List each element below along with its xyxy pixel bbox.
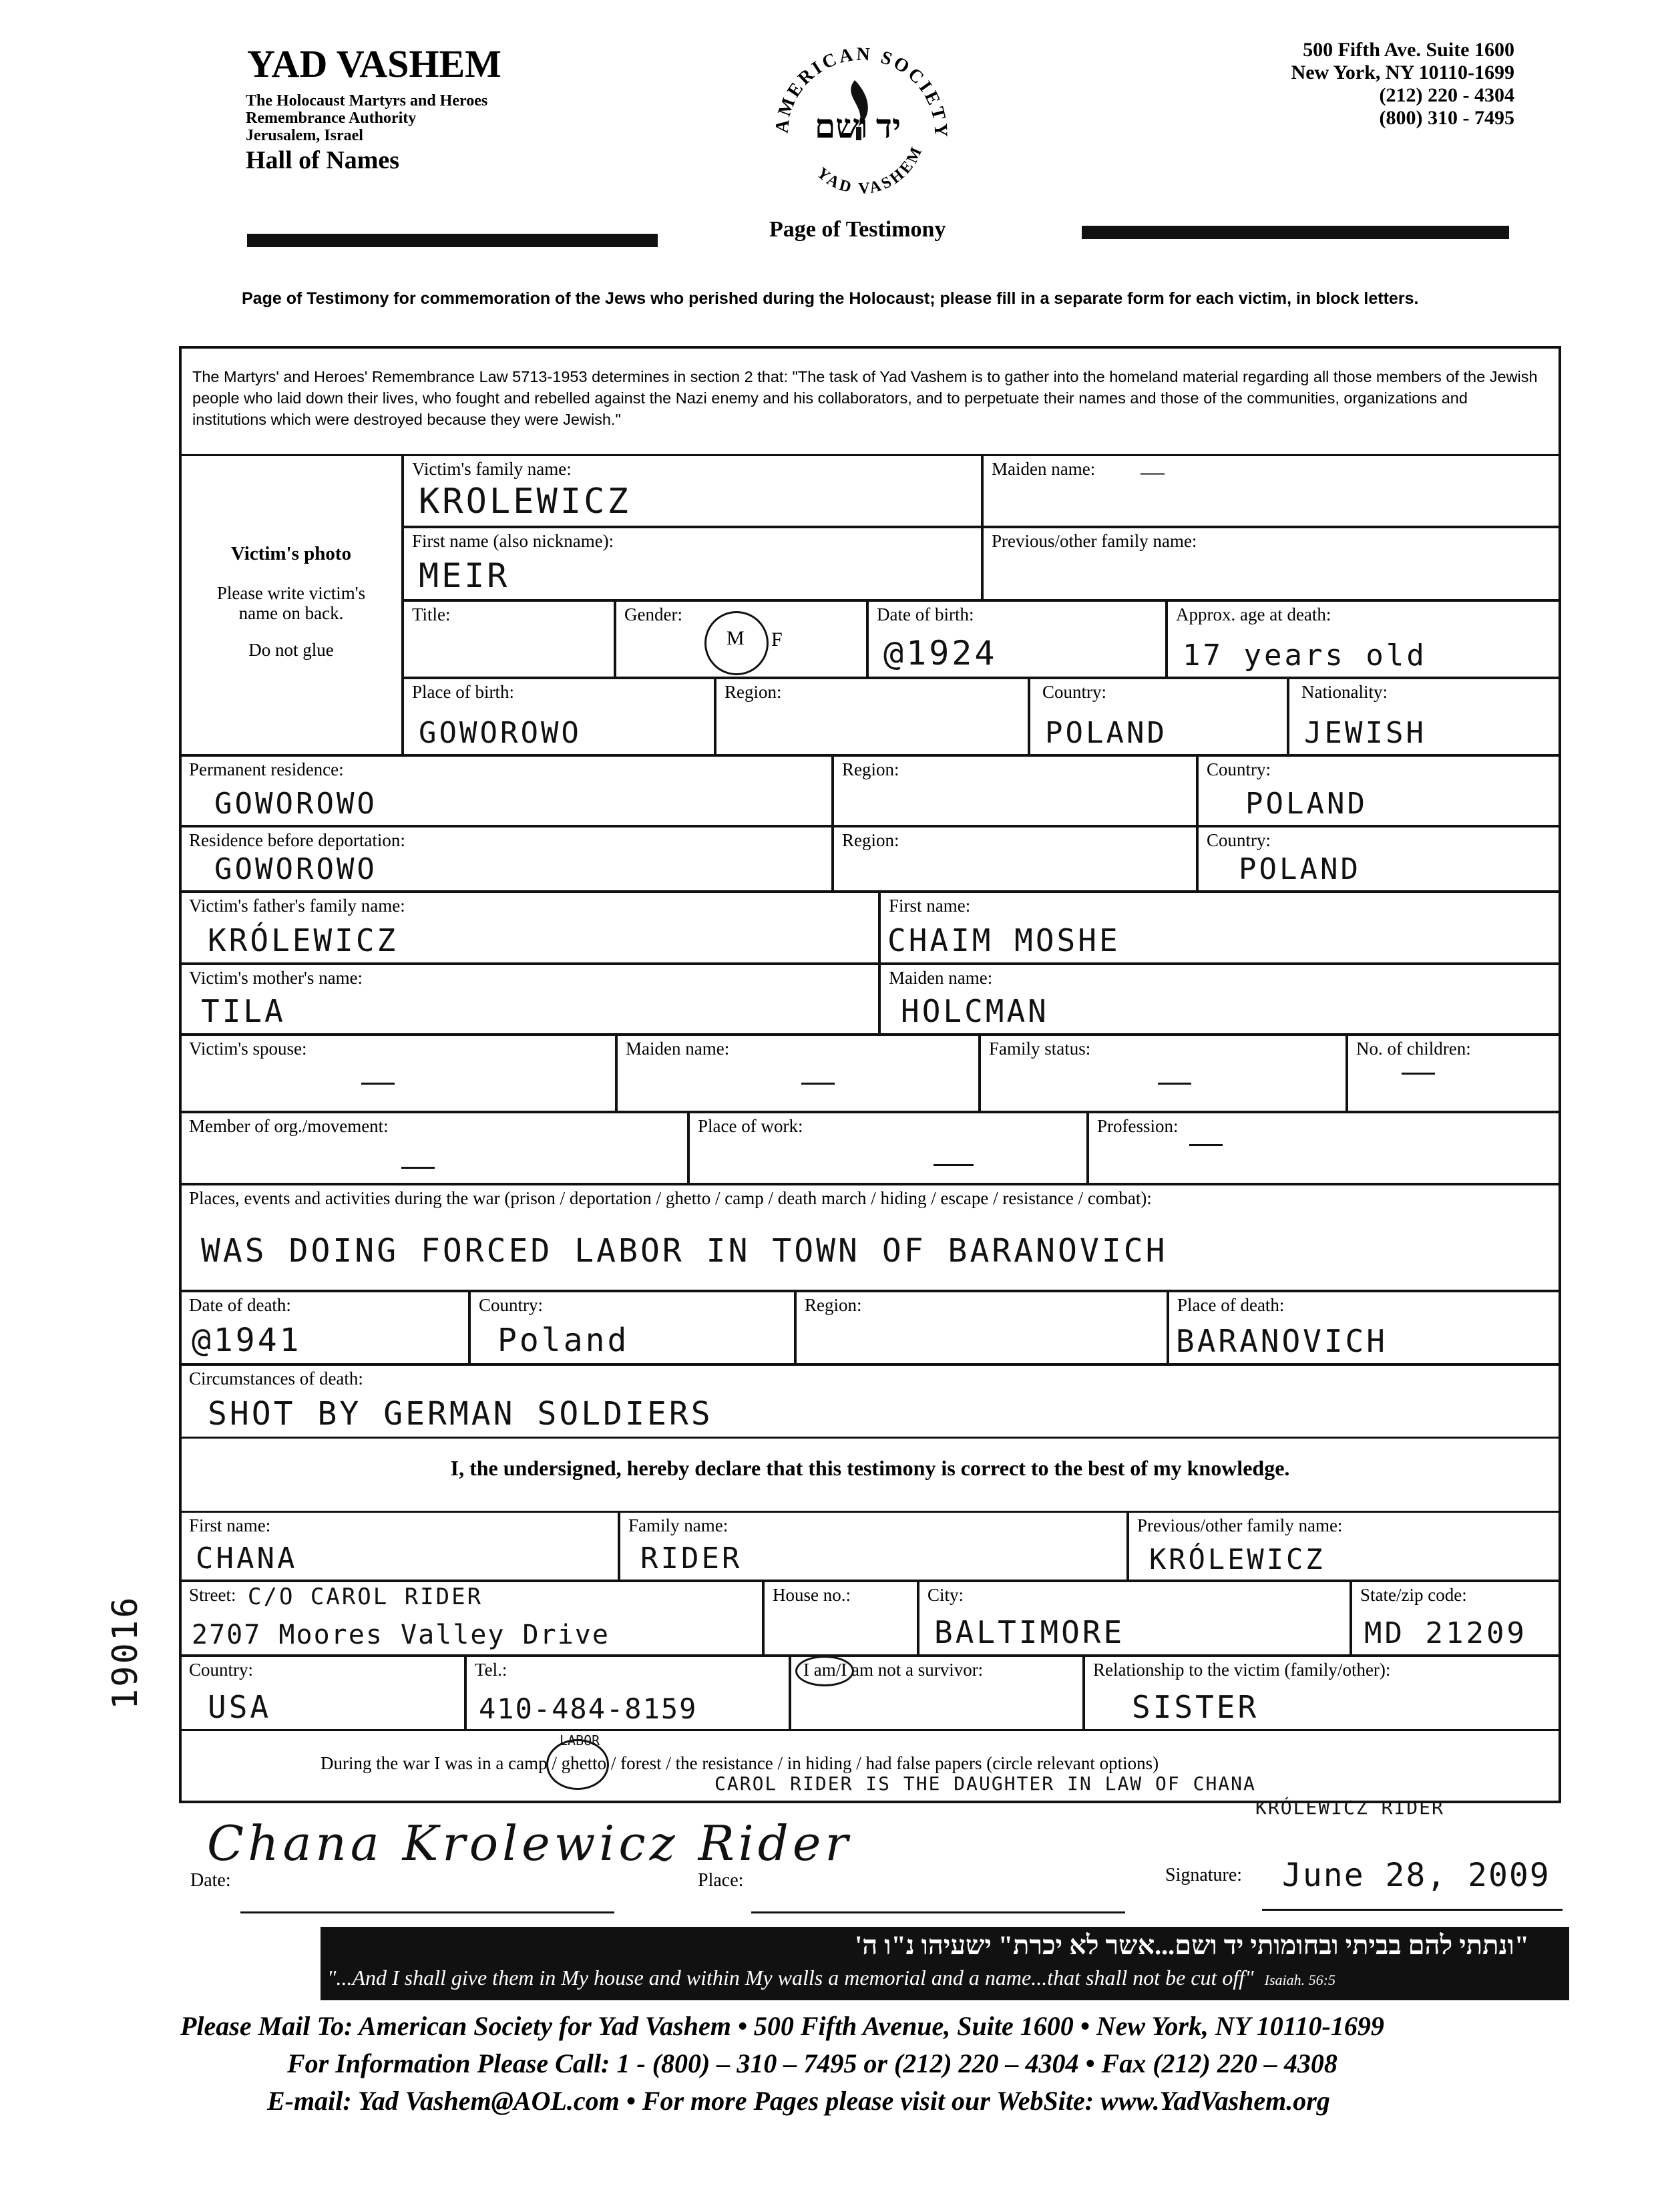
org-subtitle-2: Remembrance Authority: [246, 110, 417, 127]
deportation-country-label: Country:: [1207, 830, 1271, 850]
photo-instr-1: Please write victim's: [216, 583, 366, 603]
submitter-street-note: C/O CAROL RIDER: [248, 1584, 483, 1610]
victim-title-label: Title:: [412, 604, 451, 624]
permanent-region-label: Region:: [842, 759, 899, 779]
deportation-region-label: Region:: [842, 830, 899, 850]
carol-rider-note: CAROL RIDER IS THE DAUGHTER IN LAW OF CHANA: [714, 1773, 1256, 1795]
death-country-field[interactable]: [469, 1290, 796, 1365]
family-status-label: Family status:: [989, 1039, 1091, 1059]
organization-blank-mark: [401, 1167, 435, 1169]
victim-family-name-label: Victim's family name:: [412, 459, 572, 479]
victim-birth-country-field[interactable]: [1028, 677, 1289, 756]
victim-pob-field[interactable]: [402, 677, 716, 756]
date-line[interactable]: [240, 1911, 614, 1913]
permanent-residence-field[interactable]: [179, 755, 833, 827]
victim-age-field[interactable]: [1166, 600, 1561, 679]
permanent-residence-label: Permanent residence:: [189, 759, 344, 779]
page-title: Page of Testimony: [769, 217, 946, 242]
death-place-label: Place of death:: [1177, 1295, 1285, 1315]
death-region-label: Region:: [805, 1295, 862, 1315]
org-subtitle-3: Jerusalem, Israel: [246, 127, 363, 144]
signature-date-value: June 28, 2009: [1282, 1857, 1550, 1894]
submitter-house-label: House no.:: [773, 1585, 851, 1605]
phone-1: (212) 220 - 4304: [1379, 84, 1514, 106]
footer-phone-line: For Information Please Call: 1 - (800) – 310 – 7495 or (212) 220 – 4304 • Fax (212) 220 – 4308: [287, 2048, 1337, 2078]
submitter-relationship-field[interactable]: [1083, 1655, 1561, 1731]
submitter-country-label: Country:: [189, 1660, 254, 1680]
victim-pob-value: GOWOROWO: [419, 716, 582, 750]
spouse-field[interactable]: [179, 1034, 617, 1113]
submitter-family-name-label: Family name:: [628, 1515, 729, 1535]
victim-gender-label: Gender:: [624, 604, 682, 624]
spouse-maiden-blank-mark: [801, 1083, 835, 1085]
svg-text:YAD VASHEM: YAD VASHEM: [813, 142, 927, 198]
victim-birth-country-value: POLAND: [1045, 716, 1167, 750]
submitter-relationship-value: SISTER: [1132, 1689, 1259, 1725]
profession-blank-mark: [1189, 1144, 1223, 1146]
victim-age-value: 17 years old: [1183, 638, 1427, 673]
victim-maiden-name-field[interactable]: [982, 454, 1561, 528]
place-of-work-field[interactable]: [688, 1111, 1088, 1185]
gender-male-option[interactable]: M: [727, 627, 745, 649]
date-label: Date:: [190, 1870, 231, 1891]
scripture-english: [327, 1966, 1335, 1990]
photo-instr-2: name on back.: [238, 603, 344, 623]
place-line[interactable]: [751, 1911, 1125, 1913]
war-activities-value: WAS DOING FORCED LABOR IN TOWN OF BARANOVICH: [201, 1232, 1168, 1270]
victim-age-label: Approx. age at death:: [1176, 604, 1331, 624]
address-line-2: New York, NY 10110-1699: [1291, 61, 1514, 83]
spouse-maiden-field[interactable]: [616, 1034, 980, 1113]
submitter-previous-name-value: KRÓLEWICZ: [1149, 1543, 1325, 1576]
organization-field[interactable]: [179, 1111, 689, 1185]
form-instructions: Page of Testimony for commemoration of the Jews who perished during the Holocaust; please fill in a separate form for each victim, in block letters.: [242, 289, 1419, 308]
death-place-field[interactable]: [1167, 1290, 1561, 1365]
mother-maiden-name-label: Maiden name:: [889, 968, 993, 988]
mother-maiden-name-value: HOLCMAN: [901, 993, 1049, 1029]
footer-mail-line: Please Mail To: American Society for Yad Vashem • 500 Fifth Avenue, Suite 1600 • New York, NY 10110-1699: [180, 2011, 1384, 2041]
death-place-value: BARANOVICH: [1176, 1323, 1388, 1359]
hall-of-names: Hall of Names: [246, 146, 400, 174]
submitter-family-name-field[interactable]: [618, 1511, 1128, 1582]
organization-label: Member of org./movement:: [189, 1116, 389, 1136]
submitter-signature-name: Chana Krolewicz Rider: [207, 1815, 852, 1871]
war-activities-field[interactable]: [179, 1183, 1561, 1292]
father-family-name-label: Victim's father's family name:: [189, 896, 405, 916]
submitter-state-label: State/zip code:: [1360, 1585, 1467, 1605]
war-status-line[interactable]: During the war I was in a camp / ghetto / forest / the resistance / in hiding / had false papers (circle relevant options): [321, 1753, 1159, 1773]
children-label: No. of children:: [1356, 1039, 1471, 1059]
victim-pob-label: Place of birth:: [412, 682, 514, 702]
profession-field[interactable]: [1087, 1111, 1561, 1185]
signature-line[interactable]: [1262, 1909, 1563, 1911]
mother-name-label: Victim's mother's name:: [189, 968, 363, 988]
submitter-survivor-field[interactable]: [789, 1655, 1084, 1731]
submitter-relationship-label: Relationship to the victim (family/other):: [1093, 1660, 1391, 1680]
declaration-text: I, the undersigned, hereby declare that this testimony is correct to the best of my knowledge.: [450, 1456, 1290, 1480]
father-first-name-value: CHAIM MOSHE: [887, 922, 1120, 958]
submitter-street-value: 2707 Moores Valley Drive: [192, 1620, 610, 1650]
submitter-country-value: USA: [208, 1689, 272, 1725]
family-status-blank-mark: [1158, 1083, 1191, 1085]
photo-title: Victim's photo: [230, 543, 352, 564]
carol-rider-note-2: KRÓLEWICZ RIDER: [1255, 1797, 1444, 1819]
submitter-state-field[interactable]: [1350, 1580, 1561, 1656]
mother-maiden-name-field[interactable]: [879, 963, 1561, 1035]
survivor-circle-mark: [795, 1656, 854, 1686]
gender-female-option[interactable]: F: [771, 628, 783, 651]
victim-maiden-name-label: Maiden name:: [992, 459, 1096, 479]
victim-birth-region-field[interactable]: [714, 677, 1030, 756]
side-number: 19016: [106, 1595, 146, 1710]
spouse-label: Victim's spouse:: [189, 1039, 307, 1059]
victim-first-name-field[interactable]: [402, 526, 983, 601]
war-status-labor-note: LABOR: [560, 1732, 600, 1748]
photo-instr-3: Do not glue: [248, 640, 334, 660]
scripture-hebrew: "ונתתי להם בביתי ובחומותי יד ושם...אשר לא יכרת" ישעיהו נ"ו ה': [855, 1930, 1529, 1960]
victim-family-name-field[interactable]: [402, 454, 983, 528]
victim-first-name-value: MEIR: [419, 556, 510, 595]
signature-label: Signature:: [1165, 1865, 1243, 1885]
submitter-street-label: Street:: [189, 1585, 236, 1605]
place-of-work-label: Place of work:: [698, 1116, 803, 1136]
submitter-first-name-label: First name:: [189, 1515, 271, 1535]
victim-previous-name-label: Previous/other family name:: [992, 531, 1197, 551]
death-country-label: Country:: [479, 1295, 544, 1315]
death-circumstances-value: SHOT BY GERMAN SOLDIERS: [208, 1395, 713, 1433]
law-text: The Martyrs' and Heroes' Remembrance Law 5713-1953 determines in section 2 that: "The task of Yad Vashem is to gather into the homeland material regarding all those members of the Jewish people who laid down their lives, who fought and rebelled against the Nazi enemy and his collaborators, and to perpetuate their names and those of the communities, organizations and institutions which were destroyed because they were Jewish.": [192, 368, 1538, 428]
gender-circle-mark: [704, 611, 769, 675]
org-title: YAD VASHEM: [247, 42, 501, 85]
place-label: Place:: [698, 1870, 744, 1891]
permanent-region-field[interactable]: [832, 755, 1198, 827]
scripture-english-text: "...And I shall give them in My house and within My walls a memorial and a name...that shall not be cut off": [327, 1966, 1254, 1990]
submitter-house-field[interactable]: [763, 1580, 919, 1656]
place-of-work-blank-mark: [934, 1164, 974, 1166]
deportation-country-value: POLAND: [1239, 852, 1361, 886]
victim-dob-field[interactable]: [867, 600, 1167, 679]
submitter-city-value: BALTIMORE: [934, 1614, 1125, 1650]
father-first-name-field[interactable]: [879, 891, 1561, 964]
mother-name-value: TILA: [201, 993, 286, 1029]
residence-before-deportation-label: Residence before deportation:: [189, 830, 405, 850]
submitter-country-field[interactable]: [179, 1655, 466, 1731]
submitter-previous-name-field[interactable]: [1127, 1511, 1561, 1582]
permanent-country-label: Country:: [1207, 759, 1271, 779]
victim-birth-country-label: Country:: [1042, 682, 1107, 702]
death-date-label: Date of death:: [189, 1295, 291, 1315]
death-date-value: @1941: [192, 1322, 302, 1359]
address-line-1: 500 Fifth Ave. Suite 1600: [1303, 39, 1514, 61]
death-date-field[interactable]: [179, 1290, 470, 1365]
children-field[interactable]: [1346, 1034, 1561, 1113]
victim-first-name-label: First name (also nickname):: [412, 531, 614, 551]
deportation-country-field[interactable]: [1197, 825, 1561, 892]
victim-title-field[interactable]: [402, 600, 616, 679]
war-activities-label: Places, events and activities during the war (prison / deportation / ghetto / camp / death march / hiding / escape / resistance / combat):: [189, 1188, 1152, 1208]
family-status-field[interactable]: [979, 1034, 1348, 1113]
victim-nationality-value: JEWISH: [1304, 716, 1426, 750]
residence-before-deportation-value: GOWOROWO: [214, 852, 377, 886]
death-country-value: Poland: [497, 1322, 630, 1359]
victim-maiden-name-value: —: [1141, 458, 1165, 485]
victim-gender-field[interactable]: [614, 600, 868, 679]
mother-name-field[interactable]: [179, 963, 880, 1035]
phone-2: (800) 310 - 7495: [1379, 107, 1514, 129]
submitter-survivor-label: I am/I am not a survivor:: [803, 1660, 984, 1680]
submitter-city-label: City:: [927, 1585, 964, 1605]
header-rule-left: [247, 234, 658, 247]
submitter-first-name-field[interactable]: [179, 1511, 620, 1582]
footer-email-line: E-mail: Yad Vashem@AOL.com • For more Pages please visit our WebSite: www.YadVashem.org: [267, 2086, 1330, 2116]
svg-text:AMERICAN SOCIETY FOR: AMERICAN SOCIETY: [771, 43, 952, 140]
permanent-country-field[interactable]: [1197, 755, 1561, 827]
scripture-reference: Isaiah. 56:5: [1264, 1972, 1335, 1988]
children-blank-mark: [1402, 1073, 1435, 1075]
death-circumstances-field[interactable]: [179, 1364, 1561, 1439]
submitter-first-name-value: CHANA: [196, 1541, 298, 1576]
victim-dob-label: Date of birth:: [877, 604, 974, 624]
deportation-region-field[interactable]: [832, 825, 1198, 892]
profession-label: Profession:: [1097, 1116, 1179, 1136]
death-circumstances-label: Circumstances of death:: [189, 1368, 363, 1389]
father-family-name-value: KRÓLEWICZ: [208, 922, 399, 958]
victim-nationality-label: Nationality:: [1301, 682, 1388, 702]
header-rule-right: [1082, 226, 1509, 239]
father-family-name-field[interactable]: [179, 891, 880, 964]
victim-family-name-value: KROLEWICZ: [419, 482, 631, 522]
submitter-street-field[interactable]: [179, 1580, 764, 1656]
death-region-field[interactable]: [795, 1290, 1169, 1365]
submitter-state-value: MD 21209: [1364, 1616, 1527, 1650]
scripture-banner: [321, 1927, 1569, 2000]
submitter-tel-value: 410-484-8159: [479, 1692, 698, 1725]
permanent-country-value: POLAND: [1245, 787, 1368, 821]
submitter-tel-field[interactable]: [465, 1655, 791, 1731]
submitter-tel-label: Tel.:: [475, 1660, 507, 1680]
org-subtitle-1: The Holocaust Martyrs and Heroes: [246, 92, 488, 110]
submitter-family-name-value: RIDER: [640, 1541, 743, 1576]
spouse-maiden-label: Maiden name:: [626, 1039, 730, 1059]
permanent-residence-value: GOWOROWO: [214, 787, 377, 821]
residence-before-deportation-field[interactable]: [179, 825, 833, 892]
victim-nationality-field[interactable]: [1287, 677, 1561, 756]
spouse-blank-mark: [361, 1083, 395, 1085]
victim-photo-area: [179, 454, 403, 756]
victim-birth-region-label: Region:: [724, 682, 782, 702]
father-first-name-label: First name:: [889, 896, 971, 916]
victim-previous-name-field[interactable]: [982, 526, 1561, 601]
submitter-city-field[interactable]: [917, 1580, 1352, 1656]
seal-hebrew: יד ושם: [815, 108, 901, 145]
victim-dob-value: @1924: [883, 634, 998, 673]
submitter-previous-name-label: Previous/other family name:: [1137, 1515, 1343, 1535]
